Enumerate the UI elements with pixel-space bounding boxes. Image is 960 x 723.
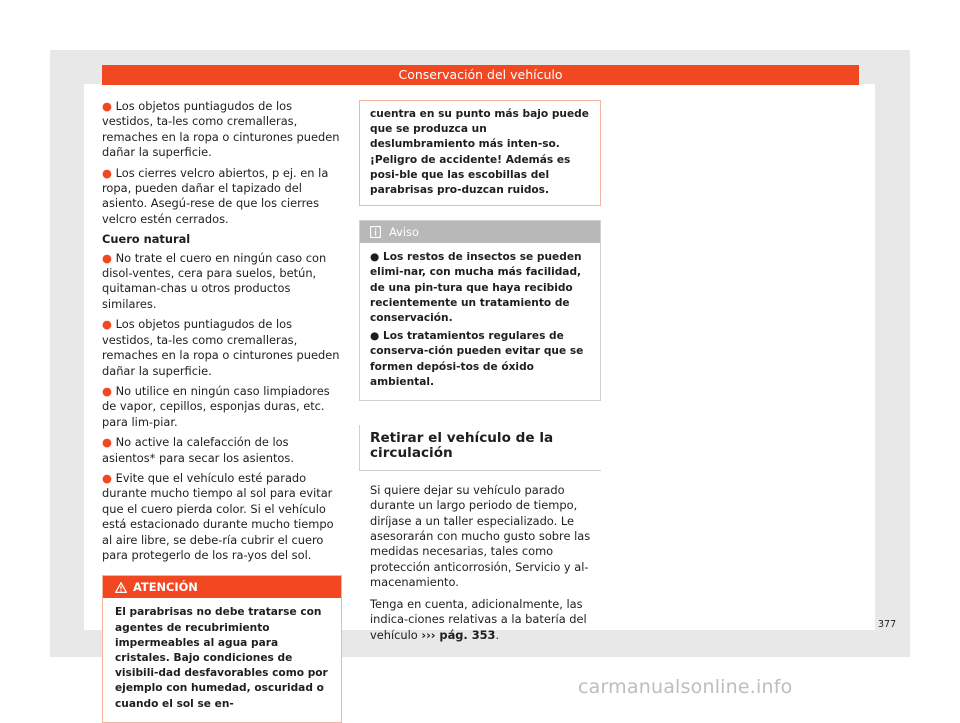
bullet-icon: ●: [102, 383, 112, 398]
list-item: ● Evite que el vehículo esté parado durante mucho tiempo al sol para evitar que el cuero pierda color. Si el vehículo está estacionado durante mucho tiempo al aire libre, se debe-ría cubrir el cuero para protegerlo de los ra-yos del sol.: [102, 470, 334, 562]
list-item: ● Los tratamientos regulares de conserva-ción pueden evitar que se formen depósi-tos de óxido ambiental.: [370, 330, 584, 388]
note-label: Aviso: [389, 225, 419, 240]
bullet-icon: ●: [102, 317, 112, 332]
list-item: ● Los restos de insectos se pueden elimi-nar, con mucha más facilidad, de una pin-tura que haya recibido recientemente un tratamiento de conservación.: [370, 251, 582, 325]
warning-triangle-icon: [115, 582, 127, 593]
list-item: ● No trate el cuero en ningún caso con disol-ventes, cera para suelos, betún, quitaman-chas u otros productos similares.: [102, 250, 327, 311]
paragraph: Si quiere dejar su vehículo parado durante un largo periodo de tiempo, diríjase a un taller especializado. Le asesorarán con mucho gusto sobre las medidas necesarias, tales como protección anticorrosión, Servicio y al-macenamiento.: [370, 482, 591, 590]
bullet-icon: ●: [102, 435, 112, 450]
left-column: [102, 99, 342, 723]
paragraph: Tenga en cuenta, adicionalmente, las indica-ciones relativas a la batería del vehículo ››› pág. 353.: [370, 596, 587, 642]
note-box: [359, 220, 601, 401]
warning-box-continued: cuentra en su punto más bajo puede que se produzca un deslumbramiento más inten-so. ¡Peligro de accidente! Además es posi-ble que las escobillas del parabrisas pro-duzcan ruidos.: [359, 100, 601, 206]
info-icon: [370, 226, 381, 238]
subheading-natural-leather: Cuero natural: [102, 232, 191, 247]
bullet-icon: ●: [102, 470, 112, 485]
warning-header: [103, 576, 341, 598]
bullet-icon: ●: [102, 99, 112, 113]
section-body: [359, 483, 601, 643]
bullet-icon: ●: [102, 250, 112, 265]
note-header: [360, 221, 600, 243]
list-item: ● No active la calefacción de los asientos* para secar los asientos.: [102, 435, 294, 465]
list-item: ● Los objetos puntiagudos de los vestidos, ta-les como cremalleras, remaches en la ropa o cinturones pueden dañar la superficie.: [102, 99, 340, 160]
note-text: [360, 243, 600, 400]
watermark: carmanualsonline.info: [578, 676, 793, 698]
page-number: 377: [878, 619, 897, 630]
page-reference-link[interactable]: ››› pág. 353: [421, 627, 496, 642]
list-item: ● No utilice en ningún caso limpiadores de vapor, cepillos, esponjas duras, etc. para lim-piar.: [102, 383, 330, 429]
warning-label: ATENCIÓN: [133, 580, 198, 595]
bullet-icon: ●: [102, 165, 112, 180]
page-header: [102, 65, 859, 85]
right-column: [359, 100, 601, 649]
header-title: Conservación del vehículo: [398, 67, 563, 82]
warning-text: El parabrisas no debe tratarse con agentes de recubrimiento impermeables al agua para cristales. Bajo condiciones de visibili-dad desfavorables como por ejemplo con humedad, oscuridad o cuando el sol se en-: [115, 606, 328, 710]
list-item: ● Los objetos puntiagudos de los vestidos, ta-les como cremalleras, remaches en la ropa o cinturones pueden dañar la superficie.: [102, 317, 340, 378]
warning-box: [102, 575, 342, 722]
section-title: Retirar el vehículo de la circulación: [359, 425, 601, 471]
list-item: ● Los cierres velcro abiertos, p ej. en la ropa, pueden dañar el tapizado del asiento. Asegú-rese de que los cierres velcro estén cerrados.: [102, 165, 329, 226]
